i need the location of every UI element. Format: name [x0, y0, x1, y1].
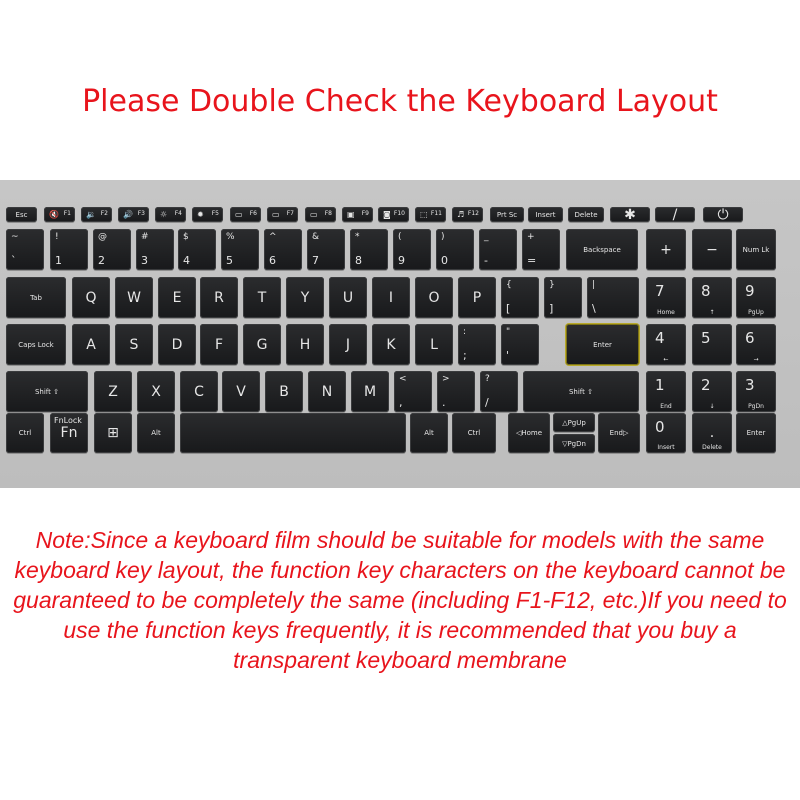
key-9[interactable]: [393, 229, 431, 270]
key-main-label: \: [592, 302, 596, 315]
brightness-up-icon: ✹: [197, 210, 204, 219]
key-fn-label: F12: [467, 210, 479, 217]
key-l[interactable]: [415, 324, 453, 365]
key-main-label: -: [484, 254, 488, 267]
key-fn-label: F3: [137, 210, 145, 217]
key-6[interactable]: [736, 324, 776, 365]
projector-icon: ▭: [310, 210, 318, 219]
key-main-label: W: [127, 289, 141, 306]
key-number-label: 9: [745, 282, 755, 300]
keyboard-photo: [0, 180, 800, 488]
key-shift-label: _: [484, 232, 489, 242]
key-blank[interactable]: [501, 324, 539, 365]
key-main-label: Insert: [535, 210, 556, 219]
key-main-label: 2: [98, 254, 105, 267]
key-main-label: ▽PgDn: [562, 439, 586, 448]
key-d[interactable]: [158, 324, 196, 365]
camera-icon: ◙: [383, 210, 391, 219]
key-x[interactable]: [137, 371, 175, 412]
key-shift-label: :: [463, 327, 467, 337]
key-sub-label: →: [753, 356, 759, 363]
key-fn-label: F10: [393, 210, 405, 217]
key-8[interactable]: [692, 277, 732, 318]
key-main-label: H: [299, 336, 311, 353]
key-sub-label: ↓: [709, 403, 715, 410]
key-blank[interactable]: [437, 371, 475, 412]
key-main-label: Shift ⇧: [568, 387, 593, 396]
key-e[interactable]: [158, 277, 196, 318]
key-main-label: Y: [300, 289, 310, 306]
key-pgup[interactable]: [553, 413, 595, 432]
key-fn-label: F2: [100, 210, 108, 217]
key-main-label: End▷: [609, 429, 629, 437]
key-f10[interactable]: [378, 207, 409, 222]
key-main-label: 6: [269, 254, 276, 267]
key-main-label: I: [388, 289, 394, 306]
key-main-label: Ctrl: [18, 429, 32, 437]
key-n[interactable]: [308, 371, 346, 412]
volume-down-icon: 🔉: [86, 210, 96, 219]
key-f3[interactable]: [118, 207, 149, 222]
key-main-label: A: [86, 336, 96, 353]
key-sub-label: Insert: [657, 444, 675, 451]
key-f5[interactable]: [192, 207, 223, 222]
key-main-label: /: [672, 207, 678, 222]
key-ctrl[interactable]: [452, 413, 496, 453]
key-f6[interactable]: [230, 207, 261, 222]
key-shift-label: #: [141, 232, 149, 242]
key-number-label: 0: [655, 418, 665, 436]
key-p[interactable]: [458, 277, 496, 318]
key-enter[interactable]: [736, 413, 776, 453]
key-main-label: Caps Lock: [18, 340, 54, 349]
key-key[interactable]: [180, 413, 406, 453]
key-fn-label: F4: [174, 210, 182, 217]
key-number-label: 1: [655, 376, 665, 394]
key-alt[interactable]: [137, 413, 175, 453]
key-blank[interactable]: [501, 277, 539, 318]
key-main-label: Tab: [30, 293, 42, 302]
key-4[interactable]: [646, 324, 686, 365]
key-main-label: P: [472, 289, 482, 306]
key-fn-label: F11: [430, 210, 442, 217]
key-main-label: `: [11, 254, 17, 267]
key-main-label: B: [279, 383, 289, 400]
key-u[interactable]: [329, 277, 367, 318]
key-f9[interactable]: [342, 207, 373, 222]
key-f4[interactable]: [155, 207, 186, 222]
key-end[interactable]: [598, 413, 640, 453]
key-main-label: Enter: [746, 429, 766, 437]
key-shift-label: (: [398, 232, 402, 242]
key-main-label: 7: [312, 254, 319, 267]
key-sub-label: Home: [657, 309, 675, 316]
key-a[interactable]: [72, 324, 110, 365]
key-main-label: 0: [441, 254, 448, 267]
key-main-label: Alt: [424, 429, 434, 437]
key-main-label: 3: [141, 254, 148, 267]
key-enter[interactable]: [566, 324, 639, 365]
key-q[interactable]: [72, 277, 110, 318]
volume-up-icon: 🔊: [123, 210, 133, 219]
key-blank[interactable]: [6, 229, 44, 270]
key-blank[interactable]: [394, 371, 432, 412]
key-6[interactable]: [264, 229, 302, 270]
key-blank[interactable]: [610, 207, 650, 222]
key-r[interactable]: [200, 277, 238, 318]
key-main-label: ⊞: [107, 425, 119, 441]
key-main-label: +: [660, 241, 672, 258]
key-blank[interactable]: [646, 229, 686, 270]
key-main-label: K: [386, 336, 396, 353]
key-shift[interactable]: [523, 371, 639, 412]
key-shift[interactable]: [6, 371, 88, 412]
key-g[interactable]: [243, 324, 281, 365]
key-8[interactable]: [350, 229, 388, 270]
key-main-label: [: [506, 302, 511, 315]
key-k[interactable]: [372, 324, 410, 365]
key-t[interactable]: [243, 277, 281, 318]
key-blank[interactable]: [692, 229, 732, 270]
key-shift-label: %: [226, 232, 235, 242]
key-main-label: /: [485, 396, 489, 409]
key-shift-label: ^: [269, 232, 277, 242]
brightness-down-icon: ☼: [160, 210, 168, 219]
key-f11[interactable]: [415, 207, 446, 222]
key-blank[interactable]: [458, 324, 496, 365]
key-shift-label: <: [399, 374, 407, 384]
screen-capture-icon: ⬚: [420, 210, 428, 219]
key-main-label: ]: [549, 302, 554, 315]
key-fn[interactable]: [50, 413, 88, 453]
key-shift-label: ~: [11, 232, 19, 242]
key-1[interactable]: [50, 229, 88, 270]
key-sub-label: Delete: [702, 444, 722, 451]
key-main-label: S: [129, 336, 139, 353]
key-i[interactable]: [372, 277, 410, 318]
key-shift-label: |: [592, 280, 596, 290]
key-shift-label: >: [442, 374, 450, 384]
key-9[interactable]: [736, 277, 776, 318]
key-main-label: Z: [108, 383, 118, 400]
key-main-label: D: [171, 336, 183, 353]
key-v[interactable]: [222, 371, 260, 412]
key-main-label: Shift ⇧: [34, 387, 59, 396]
key-shift-label: *: [355, 232, 360, 242]
key-caps-lock[interactable]: [6, 324, 66, 365]
key-number-label: 7: [655, 282, 665, 300]
key-y[interactable]: [286, 277, 324, 318]
key-blank[interactable]: [94, 413, 132, 453]
key-4[interactable]: [178, 229, 216, 270]
key-main-label: X: [151, 383, 161, 400]
key-main-label: M: [363, 383, 377, 400]
key-num-lk[interactable]: [736, 229, 776, 270]
key-number-label: 5: [701, 329, 711, 347]
key-main-label: Esc: [15, 210, 28, 219]
key-main-label: V: [236, 383, 246, 400]
key-fn-label: F1: [63, 210, 71, 217]
key-main-label: 1: [55, 254, 62, 267]
key-sub-label: ←: [663, 356, 669, 363]
myasus-icon: ♬: [457, 210, 465, 219]
key-main-label: −: [706, 241, 718, 258]
display-icon: ▭: [272, 210, 280, 219]
key-c[interactable]: [180, 371, 218, 412]
key-blank[interactable]: [655, 207, 695, 222]
key-alt[interactable]: [410, 413, 448, 453]
key-3[interactable]: [136, 229, 174, 270]
key-blank[interactable]: [703, 207, 743, 222]
key-o[interactable]: [415, 277, 453, 318]
key-j[interactable]: [329, 324, 367, 365]
key-shift-label: !: [55, 232, 59, 242]
page-title: Please Double Check the Keyboard Layout: [82, 84, 718, 119]
key-main-label: F: [214, 336, 224, 353]
key-f2[interactable]: [81, 207, 112, 222]
key-7[interactable]: [307, 229, 345, 270]
key-main-label: ,: [399, 396, 403, 409]
key-number-label: 2: [701, 376, 711, 394]
key-blank[interactable]: [544, 277, 582, 318]
key-main-label: ✱: [624, 207, 636, 222]
key-b[interactable]: [265, 371, 303, 412]
key-shift-label: $: [183, 232, 189, 242]
key-fn-label: F9: [361, 210, 369, 217]
key-sub-label: End: [660, 403, 672, 410]
key-delete[interactable]: [568, 207, 604, 222]
key-prt-sc[interactable]: [490, 207, 524, 222]
key-shift-label: {: [506, 280, 512, 290]
key-main-label: Q: [85, 289, 97, 306]
key-2[interactable]: [93, 229, 131, 270]
key-number-label: 6: [745, 329, 755, 347]
note-text: Note:Since a keyboard film should be suitable for models with the same keyboard key layout, the function key characters on the keyboard cannot be guaranteed to be completely the same (including F1-F12, etc.)If you need to use the function keys frequently, it is recommended that you buy a transparent keyboard membrane: [13, 527, 787, 673]
key-backspace[interactable]: [566, 229, 638, 270]
key-main-label: C: [194, 383, 204, 400]
key-esc[interactable]: [6, 207, 37, 222]
key-5[interactable]: [692, 324, 732, 365]
key-main-label: =: [527, 254, 537, 267]
key-main-label: O: [428, 289, 440, 306]
key-z[interactable]: [94, 371, 132, 412]
key-2[interactable]: [692, 371, 732, 412]
key-ctrl[interactable]: [6, 413, 44, 453]
key-f[interactable]: [200, 324, 238, 365]
key-insert[interactable]: [528, 207, 563, 222]
key-shift-label: ?: [485, 374, 490, 384]
key-5[interactable]: [221, 229, 259, 270]
touchpad-icon: ▭: [235, 210, 243, 219]
key-main-label: Fn: [60, 425, 78, 441]
key-main-label: .: [442, 396, 446, 409]
key-blank[interactable]: [522, 229, 560, 270]
mute-icon: 🔇: [49, 210, 59, 219]
key-shift-label: @: [98, 232, 107, 242]
key-main-label: ◁Home: [515, 429, 543, 437]
key-main-label: .: [709, 425, 715, 441]
key-main-label: G: [256, 336, 268, 353]
lock-icon: ▣: [347, 210, 355, 219]
key-7[interactable]: [646, 277, 686, 318]
key-tab[interactable]: [6, 277, 66, 318]
key-home[interactable]: [508, 413, 550, 453]
key-blank[interactable]: [587, 277, 639, 318]
key-f12[interactable]: [452, 207, 483, 222]
key-number-label: 3: [745, 376, 755, 394]
key-main-label: Prt Sc: [496, 210, 518, 219]
key-h[interactable]: [286, 324, 324, 365]
key-main-label: Delete: [574, 210, 598, 219]
key-main-label: N: [321, 383, 333, 400]
key-blank[interactable]: [480, 371, 518, 412]
key-number-label: 8: [701, 282, 711, 300]
key-w[interactable]: [115, 277, 153, 318]
key-sub-label: PgDn: [748, 403, 764, 410]
key-1[interactable]: [646, 371, 686, 412]
key-m[interactable]: [351, 371, 389, 412]
key-0[interactable]: [436, 229, 474, 270]
key-fn-label: F5: [211, 210, 219, 217]
key-main-label: Num Lk: [742, 245, 770, 254]
key-main-label: T: [257, 289, 267, 306]
key-main-label: 8: [355, 254, 362, 267]
key-shift-label: ": [506, 327, 511, 337]
key-3[interactable]: [736, 371, 776, 412]
key-top-label: FnLock: [54, 416, 82, 425]
key-0[interactable]: [646, 413, 686, 453]
key-pgdn[interactable]: [553, 434, 595, 453]
key-main-label: ;: [463, 349, 467, 362]
key-blank[interactable]: [479, 229, 517, 270]
key-fn-label: F8: [324, 210, 332, 217]
key-f8[interactable]: [305, 207, 336, 222]
key-number-label: 4: [655, 329, 665, 347]
key-main-label: ⏻: [717, 207, 729, 222]
key-main-label: E: [172, 289, 182, 306]
key-main-label: 4: [183, 254, 190, 267]
key-main-label: U: [342, 289, 354, 306]
key-shift-label: &: [312, 232, 320, 242]
key-main-label: ': [506, 349, 510, 362]
key-main-label: △PgUp: [562, 418, 586, 427]
key-main-label: Ctrl: [467, 429, 481, 437]
key-sub-label: ↑: [709, 309, 715, 316]
key-main-label: Alt: [151, 429, 161, 437]
key-main-label: R: [214, 289, 224, 306]
key-main-label: Backspace: [583, 245, 621, 254]
key-s[interactable]: [115, 324, 153, 365]
key-fn-label: F7: [286, 210, 294, 217]
key-main-label: Enter: [593, 340, 612, 349]
key-main-label: J: [345, 336, 351, 353]
key-shift-label: ): [441, 232, 445, 242]
key-fn-label: F6: [249, 210, 257, 217]
key-shift-label: }: [549, 280, 555, 290]
key-shift-label: +: [527, 232, 535, 242]
key-f1[interactable]: [44, 207, 75, 222]
key-f7[interactable]: [267, 207, 298, 222]
key-main-label: 5: [226, 254, 233, 267]
key-blank[interactable]: [692, 413, 732, 453]
key-sub-label: PgUp: [748, 309, 764, 316]
key-main-label: 9: [398, 254, 405, 267]
key-main-label: L: [430, 336, 438, 353]
